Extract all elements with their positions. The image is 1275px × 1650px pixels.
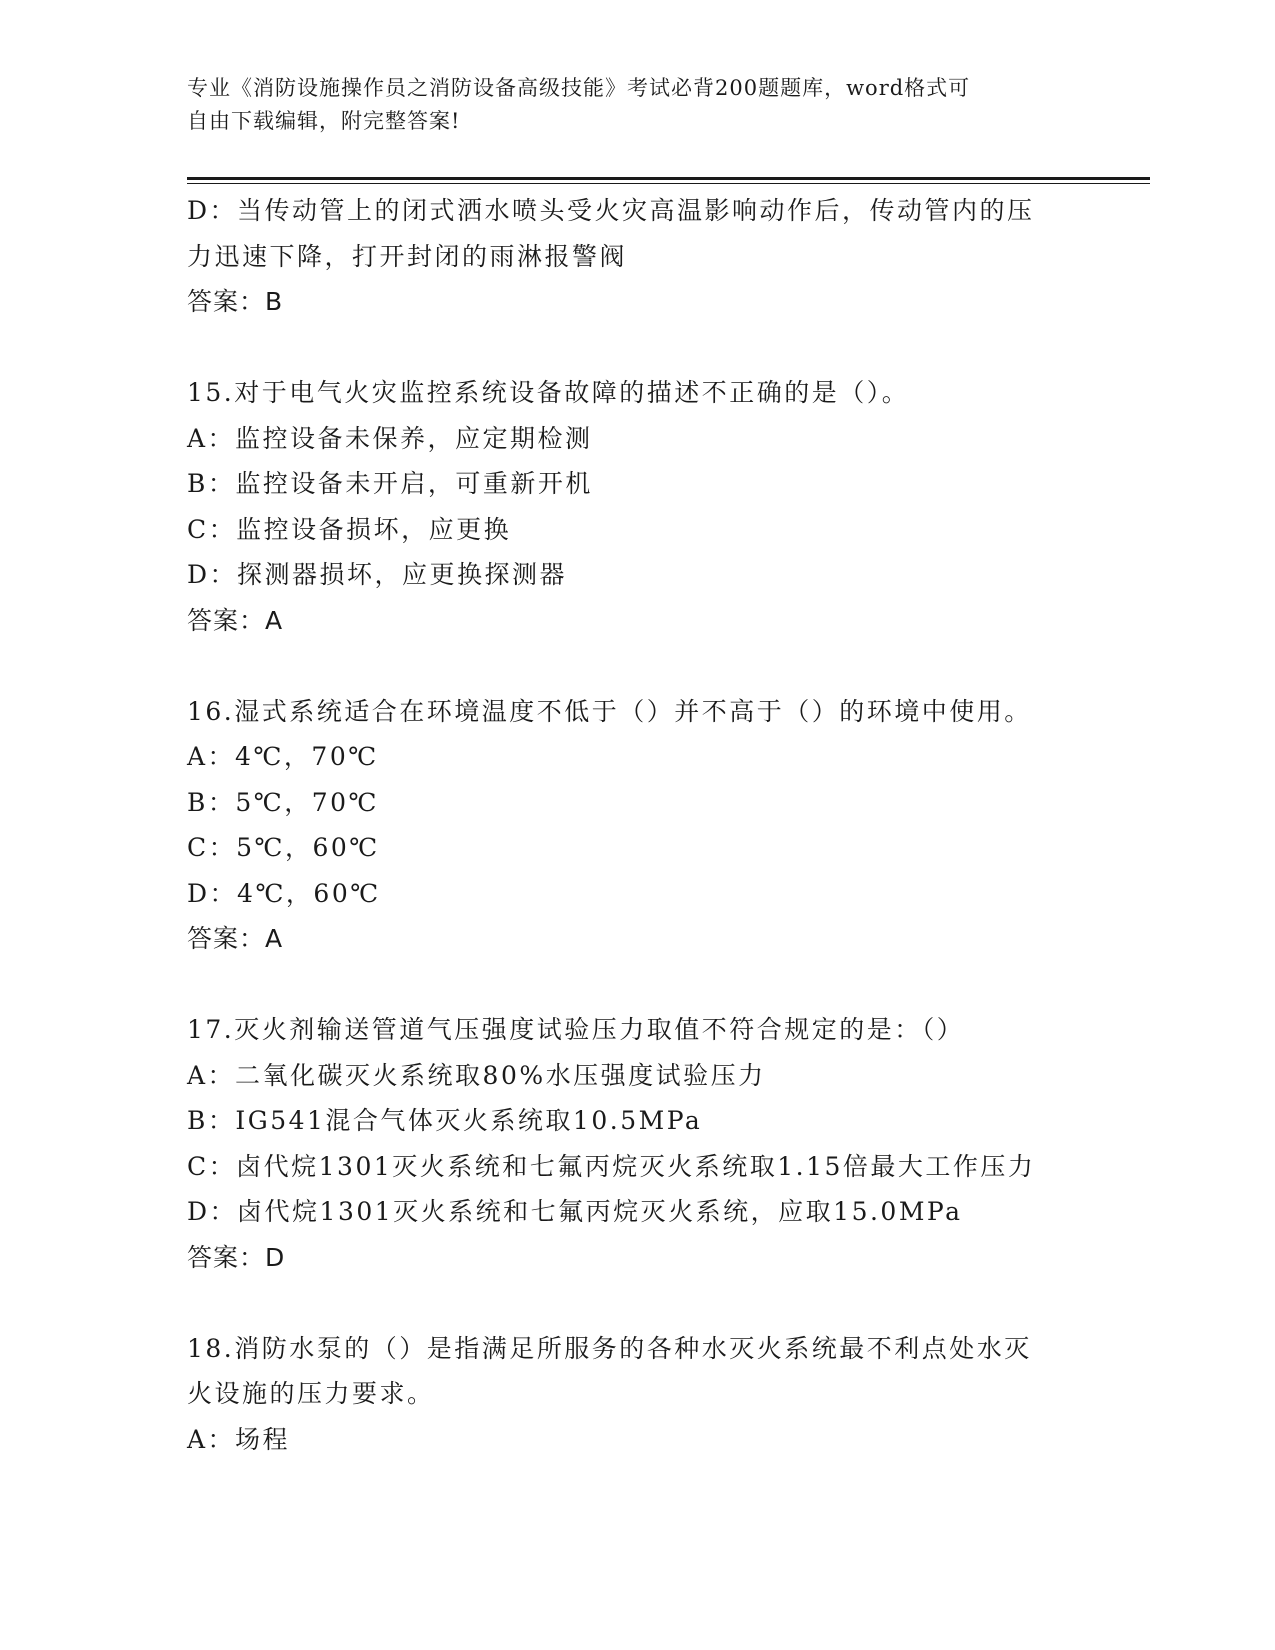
option-c: C：卤代烷1301灭火系统和七氟丙烷灭火系统取1.15倍最大工作压力 xyxy=(187,1151,1036,1181)
option-b: B：5℃，70℃ xyxy=(187,787,380,817)
question-18 xyxy=(187,1326,1087,1463)
document-header xyxy=(187,72,1067,138)
option-d: D：卤代烷1301灭火系统和七氟丙烷灭火系统，应取15.0MPa xyxy=(187,1197,963,1226)
question-text: 16.湿式系统适合在环境温度不低于（）并不高于（）的环境中使用。 xyxy=(187,696,1032,726)
option-a: A：监控设备未保养，应定期检测 xyxy=(187,423,593,453)
question-text-continued: 火设施的压力要求。 xyxy=(187,1379,435,1408)
question-list xyxy=(187,188,1087,1462)
option-c: C：5℃，60℃ xyxy=(187,833,380,862)
header-line-2: 自由下载编辑，附完整答案! xyxy=(187,109,461,133)
option-b: B：IG541混合气体灭火系统取10.5MPa xyxy=(187,1106,703,1135)
option-d: D：4℃，60℃ xyxy=(187,878,381,908)
spacer xyxy=(187,325,1087,371)
option-c: C：监控设备损坏，应更换 xyxy=(187,514,512,544)
header-divider-thin xyxy=(187,183,1150,184)
option-a: A：4℃，70℃ xyxy=(187,742,379,771)
option-b: B：监控设备未开启，可重新开机 xyxy=(187,469,593,498)
option-d: D：探测器损坏，应更换探测器 xyxy=(187,560,568,589)
question-16 xyxy=(187,689,1087,962)
spacer xyxy=(187,1280,1087,1326)
header-line-1: 专业《消防设施操作员之消防设备高级技能》考试必背200题题库，word格式可 xyxy=(187,76,971,100)
option-d: D：当传动管上的闭式洒水喷头受火灾高温影响动作后，传动管内的压 xyxy=(187,196,1035,225)
answer: 答案：B xyxy=(187,287,284,316)
spacer xyxy=(187,962,1087,1008)
question-15 xyxy=(187,370,1087,643)
option-a: A：二氧化碳灭火系统取80%水压强度试验压力 xyxy=(187,1060,766,1090)
option-d-continued: 力迅速下降，打开封闭的雨淋报警阀 xyxy=(187,241,628,271)
answer: 答案：A xyxy=(187,924,284,953)
question-text: 17.灭火剂输送管道气压强度试验压力取值不符合规定的是：（） xyxy=(187,1015,965,1044)
question-text: 15.对于电气火灾监控系统设备故障的描述不正确的是（）。 xyxy=(187,378,910,407)
header-divider-thick xyxy=(187,177,1150,180)
spacer xyxy=(187,643,1087,689)
question-14-tail xyxy=(187,188,1087,325)
question-17 xyxy=(187,1007,1087,1280)
question-text: 18.消防水泵的（）是指满足所服务的各种水灭火系统最不利点处水灭 xyxy=(187,1333,1032,1363)
option-a: A：场程 xyxy=(187,1424,291,1454)
answer: 答案：D xyxy=(187,1242,286,1272)
answer: 答案：A xyxy=(187,605,284,635)
